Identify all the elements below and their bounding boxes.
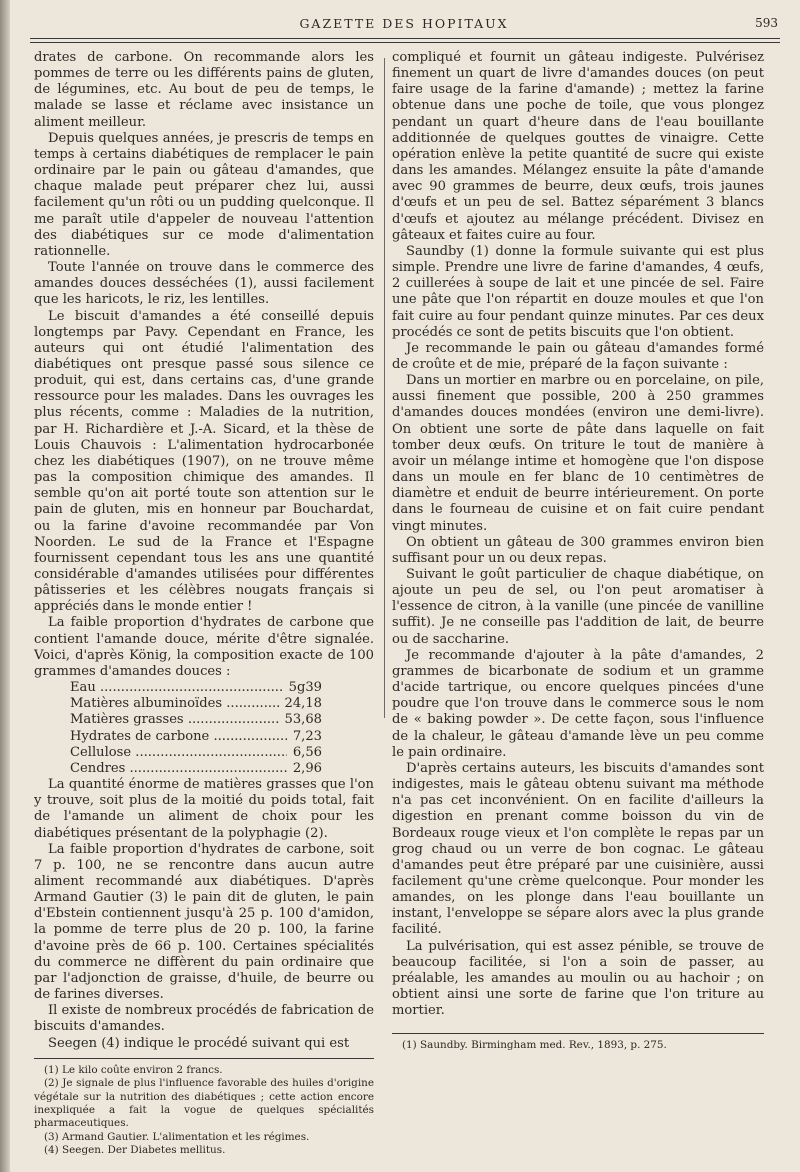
footnote: (4) Seegen. Der Diabetes mellitus. (44, 1144, 226, 1157)
composition-row (70, 729, 374, 745)
composition-label: Cellulose ..... (70, 745, 287, 761)
footnote: (1) Saundby. Birmingham med. Rev., 1893, p. 275. (402, 1039, 667, 1052)
paragraph: On obtient un gâteau de 300 grammes environ bien suffisant pour un ou deux repas. (392, 534, 764, 566)
paragraph: Il existe de nombreux procédés de fabrication de biscuits d'amandes. (34, 1003, 374, 1035)
paragraph: drates de carbone. On recommande alors les pommes de terre ou les différents pains de gluten, de légumines, etc. Au bout de peu de temps, le malade se lasse et réclame avec insistance un aliment meilleur. (34, 50, 374, 130)
composition-row (70, 745, 374, 761)
column-divider (384, 58, 385, 718)
footnote: (3) Armand Gautier. L'alimentation et les régimes. (44, 1130, 310, 1143)
composition-row (70, 680, 374, 696)
composition-value: 5g39 (288, 680, 322, 696)
paragraph: D'après certains auteurs, les biscuits d'amandes sont indigestes, mais le gâteau obtenu suivant ma méthode n'a pas cet inconvénient. On en facilite d'ailleurs la digestion en prenant comme boisson du vin de Bordeaux rouge vieux et l'on complète le repas par un grog chaud ou un verre de bon cognac. Le gâteau d'amandes peut être préparé par une cuisinière, aussi facilement qu'une crème quelconque. Pour monder les amandes, on les plonge dans l'eau bouillante un instant, l'enveloppe se sépare alors avec la plus grande facilité. (392, 760, 764, 938)
footnote: (2) Je signale de plus l'influence favorable des huiles d'origine végétale sur la nutrition des diabétiques ; cette action encore inexpliquée a fait la vogue de quelques spécialités pharmaceutiques. (34, 1077, 374, 1130)
paragraph: La faible proportion d'hydrates de carbone, soit 7 p. 100, ne se rencontre dans aucun autre aliment recommandé aux diabétiques. D'après Armand Gautier (3) le pain dit de gluten, le pain d'Ebstein contiennent jusqu'à 25 p. 100 d'amidon, la pomme de terre plus de 20 p. 100, la farine d'avoine près de 66 p. 100. Certaines spécialités du commerce ne diffèrent du pain ordinaire que par l'adjonction de graisse, d'huile, de beurre ou de farines diverses. (34, 841, 374, 1003)
footnote: (1) Le kilo coûte environ 2 francs. (44, 1063, 223, 1076)
composition-value: 7,23 (292, 728, 322, 744)
composition-label: Hydrates de carbone ..... (70, 729, 287, 745)
page-number: 593 (755, 16, 778, 30)
footnote-rule (34, 1058, 374, 1059)
journal-title: GAZETTE DES HOPITAUX (299, 16, 509, 31)
header-rule-thick (30, 38, 780, 39)
composition-table (34, 680, 374, 777)
composition-row (70, 761, 374, 777)
left-column (34, 50, 374, 1158)
paragraph: Je recommande le pain ou gâteau d'amandes formé de croûte et de mie, préparé de la façon suivante : (392, 340, 764, 372)
composition-row (70, 696, 374, 712)
paragraph: Dans un mortier en marbre ou en porcelaine, on pile, aussi finement que possible, 200 à 250 grammes d'amandes douces mondées (environ une demi-livre). On obtient une sorte de pâte dans laquelle on fait tomber deux œufs. On triture le tout de manière à avoir un mélange intime et homogène que l'on dispose dans un moule en fer blanc de 10 centimètres de diamètre et enduit de beurre intérieurement. On porte dans le fourneau de cuisine et on fait cuire pendant vingt minutes. (392, 373, 764, 534)
binding-spine (0, 0, 10, 1172)
paragraph: Seegen (4) indique le procédé suivant qui est (48, 1035, 350, 1051)
paragraph: Je recommande d'ajouter à la pâte d'amandes, 2 grammes de bicarbonate de sodium et un gramme d'acide tartrique, ou encore quelques pincées d'une poudre que l'on trouve dans le commerce sous le nom de « baking powder ». De cette façon, sous l'influence de la chaleur, le gâteau d'amande lève un peu comme le pain ordinaire. (392, 647, 764, 760)
composition-label: Matières grasses ..... (70, 712, 279, 728)
paragraph: Saundby (1) donne la formule suivante qui est plus simple. Prendre une livre de farine d'amandes, 4 œufs, 2 cuillerées à soupe de lait et une pincée de sel. Faire une pâte que l'on répartit en douze moules et que l'on fait cuire au four pendant quinze minutes. Par ces deux procédés ce sont de petits biscuits que l'on obtient. (392, 243, 764, 340)
paragraph: Toute l'année on trouve dans le commerce des amandes douces desséchées (1), aussi facilement que les haricots, le riz, les lentilles. (34, 260, 374, 308)
paragraph: La pulvérisation, qui est assez pénible, se trouve de beaucoup facilitée, si l'on a soin de passer, au préalable, les amandes au moulin ou au hachoir ; on obtient ainsi une sorte de farine que l'on triture au mortier. (392, 938, 764, 1019)
composition-row (70, 712, 374, 728)
paragraph: Depuis quelques années, je prescris de temps en temps à certains diabétiques de remplacer le pain ordinaire par le pain ou gâteau d'amandes, que chaque malade peut préparer chez lui, aussi facilement qu'un rôti ou un pudding quelconque. Il me paraît utile d'appeler de nouveau l'attention des diabétiques sur ce mode d'alimentation rationnelle. (34, 130, 374, 259)
paragraph: La quantité énorme de matières grasses que l'on y trouve, soit plus de la moitié du poids total, fait de l'amande un aliment de choix pour les diabétiques présentant de la polyphagie (2). (34, 777, 374, 841)
paragraph: compliqué et fournit un gâteau indigeste. Pulvérisez finement un quart de livre d'amandes douces (on peut faire usage de la farine d'amande) ; mettez la farine obtenue dans une poche de toile, que vous plongez pendant un quart d'heure dans de l'eau bouillante additionnée de quelques gouttes de vinaigre. Cette opération enlève la petite quantité de sucre qui existe dans les amandes. Mélangez ensuite la pâte d'amande avec 90 grammes de beurre, deux œufs, trois jaunes d'œufs et un peu de sel. Battez séparément 3 blancs d'œufs et ajoutez au mélange précédent. Divisez en gâteaux et faites cuire au four. (392, 50, 764, 243)
composition-value: 2,96 (292, 760, 322, 776)
right-column (392, 50, 764, 1053)
composition-label: Cendres ..... (70, 761, 287, 777)
composition-label: Matières albuminoïdes ..... (70, 696, 279, 712)
running-header (28, 12, 780, 34)
composition-value: 53,68 (284, 712, 322, 728)
composition-value: 24,18 (284, 696, 322, 712)
composition-value: 6,56 (292, 744, 322, 760)
paragraph: Le biscuit d'amandes a été conseillé depuis longtemps par Pavy. Cependant en France, les auteurs qui ont étudié l'alimentation des diabétiques ont presque passé sous silence ce produit, qui est, dans certains cas, d'une grande ressource pour les malades. Dans les ouvrages les plus récents, comme : Maladies de la nutrition, par H. Richardière et J.-A. Sicard, et la thèse de Louis Chauvois : L'alimentation hydrocarbonée chez les diabétiques (1907), on ne trouve même pas la composition chimique des amandes. Il semble qu'on ait porté toute son attention sur le pain de gluten, mis en honneur par Bouchardat, ou la farine d'avoine recommandée par Von Noorden. Le sud de la France et l'Espagne fournissent cependant tous les ans une quantité considérable d'amandes utilisées pour différentes pâtisseries et les célèbres nougats français si appréciés dans le monde entier ! (34, 308, 374, 615)
paragraph: Suivant le goût particulier de chaque diabétique, on ajoute un peu de sel, ou l'on peut aromatiser à l'essence de citron, à la vanille (une pincée de vanilline suffit). Je ne conseille pas l'addition de lait, de beurre ou de saccharine. (392, 567, 764, 647)
composition-label: Eau ..... (70, 680, 283, 696)
footnote-rule (392, 1033, 764, 1034)
header-rule-thin (30, 42, 780, 43)
paragraph: La faible proportion d'hydrates de carbone que contient l'amande douce, mérite d'être signalée. Voici, d'après König, la composition exacte de 100 grammes d'amandes douces : (34, 615, 374, 679)
